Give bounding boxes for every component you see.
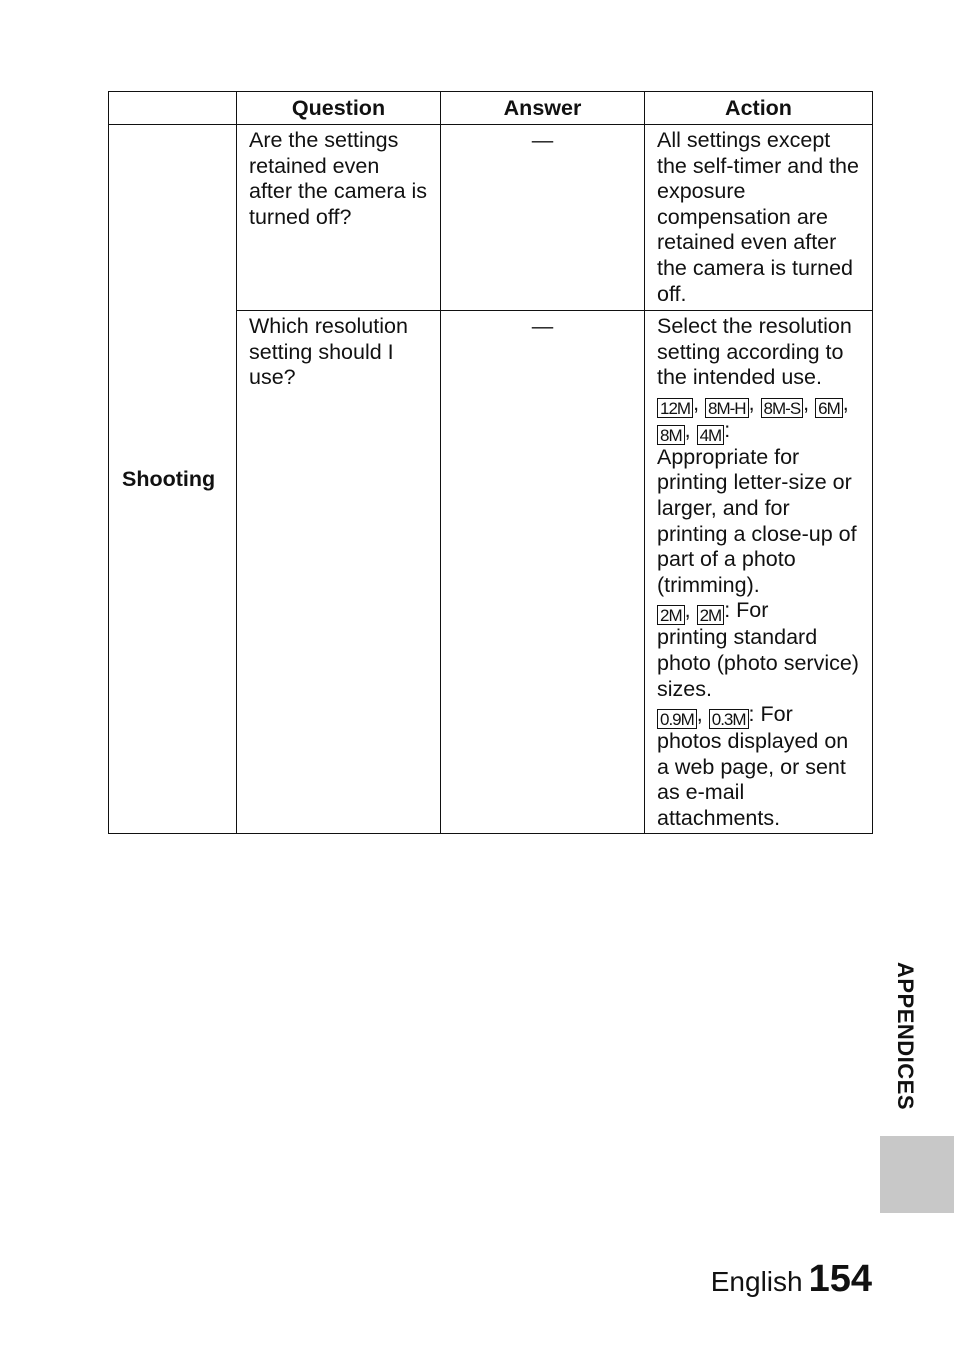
troubleshooting-table (108, 91, 873, 834)
appendices-label: APPENDICES (893, 962, 918, 1111)
table-header-row (109, 92, 873, 125)
header-answer: Answer (441, 92, 645, 125)
action-cell (645, 311, 873, 834)
resolution-0-3m-icon: 0.3M (709, 709, 749, 729)
resolution-2m-icon: 2M (697, 605, 725, 625)
resolution-small-text (657, 729, 860, 831)
resolution-2m-wide-icon: 2M (657, 605, 685, 625)
resolution-medium-rest: printing standard photo (photo service) sizes. (657, 625, 859, 701)
category-cell: Shooting (109, 125, 237, 834)
resolution-large-text: Appropriate for printing letter-size or larger, and for printing a close-up of part of a photo (trimming). (657, 444, 857, 597)
action-cell: All settings except the self-timer and the exposure compensation are retained even after the camera is turned off. (645, 125, 873, 311)
question-cell: Are the settings retained even after the camera is turned off? (237, 125, 441, 311)
resolution-12m-icon: 12M (657, 398, 693, 418)
resolution-icon-line: 0.9M , 0.3M : For (657, 702, 860, 729)
resolution-icon-line: 2M , 2M : For (657, 598, 860, 625)
resolution-icon-line: 12M , 8M-H , 8M-S , 6M , (657, 391, 860, 418)
page-number: 154 (808, 1258, 872, 1300)
resolution-0-9m-icon: 0.9M (657, 709, 697, 729)
page-footer (711, 1258, 872, 1301)
answer-cell: — (441, 311, 645, 834)
answer-cell: — (441, 125, 645, 311)
header-category (109, 92, 237, 125)
table-row (109, 125, 873, 311)
resolution-8m-s-icon: 8M-S (761, 398, 804, 418)
resolution-medium-text (657, 625, 860, 702)
resolution-4m-burst-icon: 4M (697, 425, 725, 445)
resolution-8m-burst-icon: 8M (657, 425, 685, 445)
header-question: Question (237, 92, 441, 125)
section-tab-marker (880, 1136, 954, 1213)
action-intro: Select the resolution setting according to the intended use. (657, 314, 852, 390)
footer-language: English (710, 1266, 803, 1297)
section-side-label (882, 962, 926, 1132)
resolution-6m-icon: 6M (815, 398, 843, 418)
resolution-medium-text-first: For (736, 598, 769, 623)
question-cell: Which resolution setting should I use? (237, 311, 441, 834)
resolution-icon-line: 8M , 4M : (657, 418, 860, 445)
resolution-small-text-first: For (760, 702, 793, 727)
resolution-small-rest: photos displayed on a web page, or sent as e-mail attachments. (657, 729, 849, 830)
resolution-8m-h-icon: 8M-H (705, 398, 749, 418)
header-action: Action (645, 92, 873, 125)
